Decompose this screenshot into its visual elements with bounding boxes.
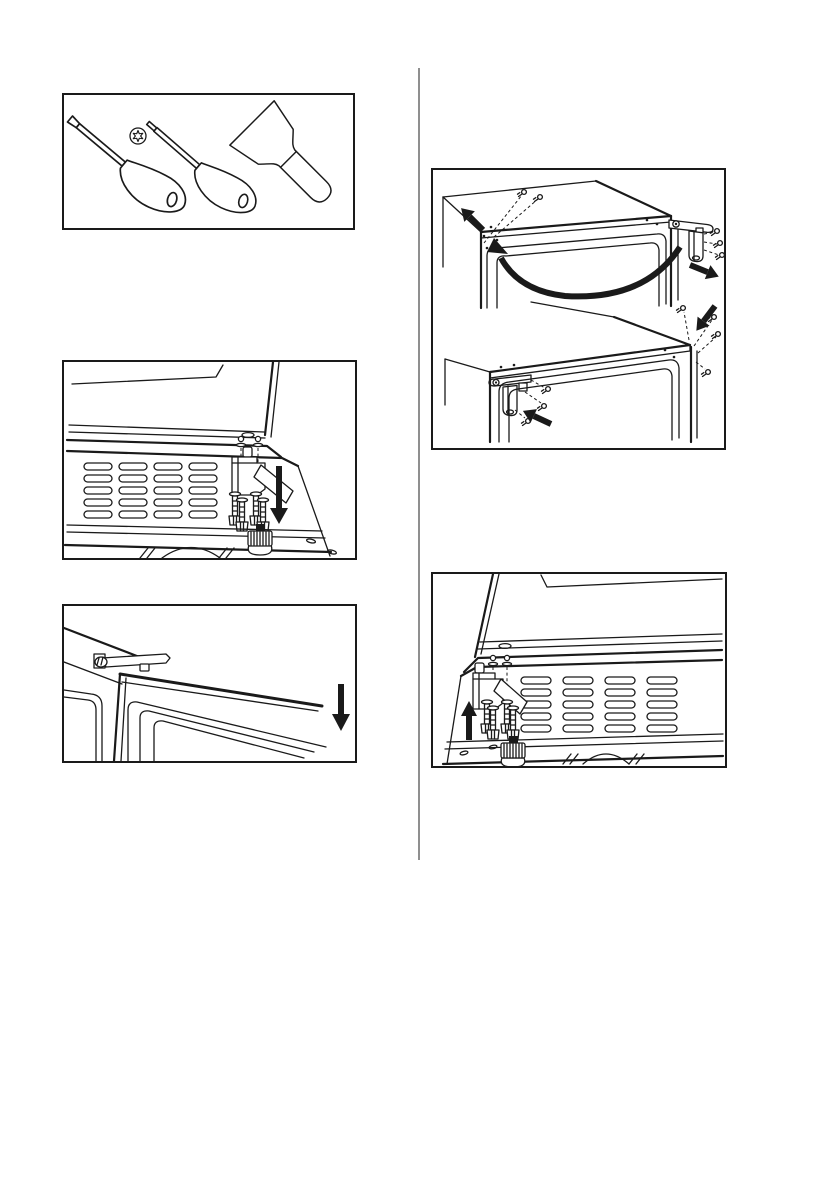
figure-upper-hinge-transfer — [431, 168, 726, 450]
upper-hinge-bracket-left — [489, 375, 531, 416]
right-arrow-icon — [687, 258, 721, 284]
plinth-rails — [443, 734, 723, 764]
down-arrow-icon — [332, 684, 350, 731]
figure-lower-hinge-left — [431, 572, 727, 768]
lower-hinge-bracket — [473, 655, 527, 739]
figure-lower-hinge-right — [62, 360, 357, 560]
column-divider — [418, 68, 420, 860]
door-top — [114, 674, 326, 761]
figure-door-upper-hinge — [62, 604, 357, 763]
vent-grille — [521, 677, 677, 732]
torx-bit-icon — [130, 128, 146, 144]
up-left-arrow-icon — [456, 203, 489, 236]
figure-tools — [62, 93, 355, 230]
scene-remove-hinge — [443, 181, 724, 308]
flat-screwdriver-icon — [64, 104, 192, 226]
lower-hinge-bracket — [229, 436, 293, 531]
upper-hinge-plate — [94, 654, 170, 671]
cabinet-opening-frame — [64, 690, 102, 761]
vent-grille — [84, 463, 217, 518]
scene-refit-hinge — [445, 301, 721, 442]
fridge-door-bottom — [67, 362, 330, 556]
